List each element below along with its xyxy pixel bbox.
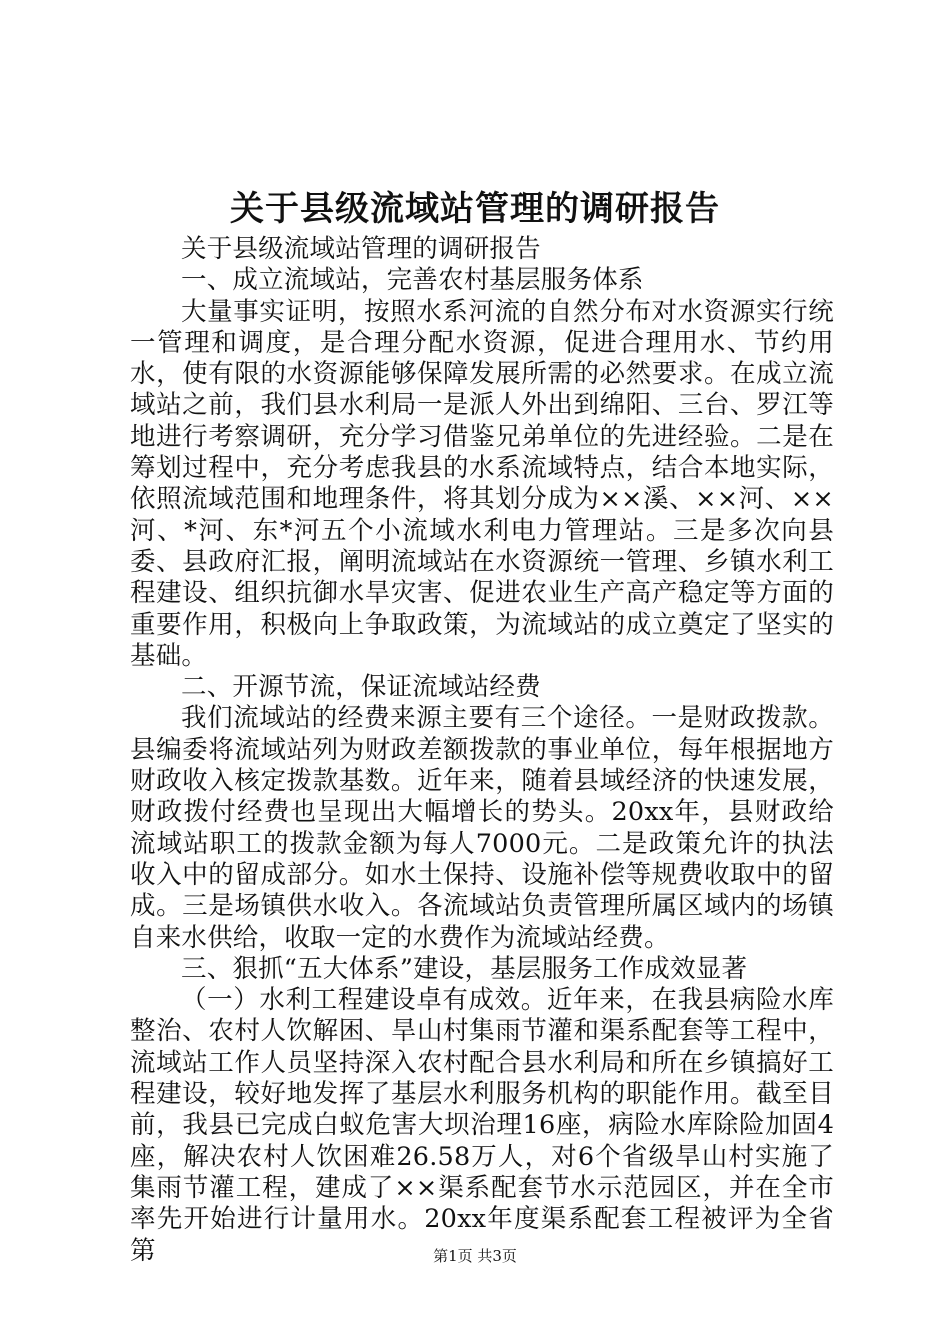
section-heading-3: 三、狠抓“五大体系”建设，基层服务工作成效显著 <box>181 953 748 984</box>
document-body <box>130 234 834 1267</box>
paragraph: 大量事实证明，按照水系河流的自然分布对水资源实行统一管理和调度，是合理分配水资源，促进合理用水、节约用水，使有限的水资源能够保障发展所需的必然要求。在成立流域站之前，我们县水利局一是派人外出到绵阳、三台、罗江等地进行考察调研，充分学习借鉴兄弟单位的先进经验。二是在筹划过程中，充分考虑我县的水系流域特点，结合本地实际，依照流域范围和地理条件，将其划分成为××溪、××河、××河、*河、东*河五个小流域水利电力管理站。三是多次向县委、县政府汇报，阐明流域站在水资源统一管理、乡镇水利工程建设、组织抗御水旱灾害、促进农业生产高产稳定等方面的重要作用，积极向上争取政策，为流域站的成立奠定了坚实的基础。 <box>130 296 834 671</box>
paragraph-subtitle: 关于县级流域站管理的调研报告 <box>181 234 541 264</box>
paragraph: 我们流域站的经费来源主要有三个途径。一是财政拨款。县编委将流域站列为财政差额拨款的事业单位，每年根据地方财政收入核定拨款基数。近年来，随着县域经济的快速发展，财政拨付经费也呈现出大幅增长的势头。20xx年，县财政给流域站职工的拨款金额为每人7000元。二是政策允许的执法收入中的留成部分。如水土保持、设施补偿等规费收取中的留成。三是场镇供水收入。各流域站负责管理所属区域内的场镇自来水供给，收取一定的水费作为流域站经费。 <box>130 703 834 953</box>
paragraph: （一）水利工程建设卓有成效。近年来，在我县病险水库整治、农村人饮解困、旱山村集雨节灌和渠系配套等工程中，流域站工作人员坚持深入农村配合县水利局和所在乡镇搞好工程建设，较好地发挥了基层水利服务机构的职能作用。截至目前，我县已完成白蚁危害大坝治理16座，病险水库除险加固4座，解决农村人饮困难26.58万人，对6个省级旱山村实施了集雨节灌工程，建成了××渠系配套节水示范园区，并在全市率先开始进行计量用水。20xx年度渠系配套工程被评为全省第 <box>130 985 834 1266</box>
section-heading-2: 二、开源节流，保证流域站经费 <box>181 672 541 703</box>
page-footer: 第1页 共3页 <box>433 1247 517 1265</box>
document-title: 关于县级流域站管理的调研报告 <box>230 189 720 229</box>
section-heading-1: 一、成立流域站，完善农村基层服务体系 <box>181 265 644 296</box>
